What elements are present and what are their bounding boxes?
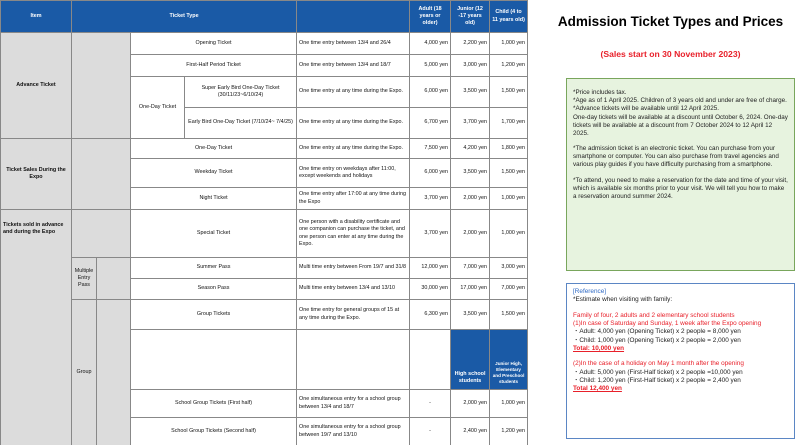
case2-total: Total 12,400 yen <box>573 385 622 393</box>
ticket-name: Group Tickets <box>131 300 297 330</box>
adult-price: - <box>410 390 451 418</box>
child-price: 7,000 yen <box>490 279 528 300</box>
page-title: Admission Ticket Types and Prices <box>557 14 784 29</box>
junior-price: 3,700 yen <box>451 108 490 139</box>
junior-price: 2,400 yen <box>451 418 490 445</box>
page-subtitle: (Sales start on 30 November 2023) <box>600 49 741 59</box>
adult-price: 4,000 yen <box>410 33 451 55</box>
blank-cell <box>410 330 451 390</box>
section-advance-ticket: Advance Ticket <box>1 33 72 139</box>
note-line: *Price includes tax. <box>573 89 627 96</box>
junior-price: 3,500 yen <box>451 77 490 108</box>
child-price: 1,000 yen <box>490 210 528 258</box>
section-filler <box>72 139 131 210</box>
section-filler-left <box>1 258 72 445</box>
adult-price: 6,700 yen <box>410 108 451 139</box>
ticket-name: School Group Tickets (Second half) <box>131 418 297 445</box>
family-estimate-box <box>566 283 795 439</box>
table-header-row <box>1 1 528 33</box>
adult-price: 6,000 yen <box>410 77 451 108</box>
child-price: 1,800 yen <box>490 139 528 159</box>
adult-price: 5,000 yen <box>410 55 451 77</box>
ticket-name: Summer Pass <box>131 258 297 279</box>
section-group: Group <box>72 300 97 445</box>
adult-price: 12,000 yen <box>410 258 451 279</box>
ticket-description: One time entry after 17:00 at any time during the Expo <box>297 188 410 210</box>
note-line: *Age as of 1 April 2025. Children of 3 years old and under are free of charge. <box>573 97 787 105</box>
ticket-description: One person with a disability certificate and one companion can purchase the ticket, and one person can enter at any time during the Expo. <box>297 210 410 258</box>
ticket-description: One simultaneous entry for a school group between 13/4 and 18/7 <box>297 390 410 418</box>
section-filler <box>97 258 131 300</box>
table-row <box>1 33 528 55</box>
note-line: One-day tickets will be available at a discount until October 6, 2024. One-day tickets will be available at a discount from 7 October 2024 to 12 April 12 2025. <box>573 113 788 137</box>
ticket-description: One time entry at any time during the Expo. <box>297 77 410 108</box>
note-line: *The admission ticket is an electronic ticket. You can purchase from your smartphone or computer. You can also purchase from travel agencies and various play guides if you have difficulty purchasing from a smartphone. <box>573 145 779 169</box>
ticket-name: Early Bird One-Day Ticket (7/10/24~ 7/4/25) <box>185 108 297 139</box>
ticket-description: One time entry at any time during the Expo. <box>297 108 410 139</box>
adult-price: 7,500 yen <box>410 139 451 159</box>
table-row <box>1 258 528 279</box>
table-row <box>1 139 528 159</box>
junior-price: 17,000 yen <box>451 279 490 300</box>
child-price: 1,200 yen <box>490 418 528 445</box>
case1-total: Total: 10,000 yen <box>573 344 625 352</box>
child-price: 3,000 yen <box>490 258 528 279</box>
child-price: 1,500 yen <box>490 77 528 108</box>
ticket-description: One time entry on weekdays after 11:00, except weekends and holidays <box>297 159 410 188</box>
ticket-description: Multi time entry between 13/4 and 13/10 <box>297 279 410 300</box>
junior-price: 3,500 yen <box>451 159 490 188</box>
header-item: Item <box>1 1 72 33</box>
adult-price: 6,300 yen <box>410 300 451 330</box>
section-filler <box>97 300 131 445</box>
header-junior: Junior (12 -17 years old) <box>451 1 490 33</box>
child-price: 1,000 yen <box>490 33 528 55</box>
case1-title: (1)In case of Saturday and Sunday, 1 week after the Expo opening <box>573 319 762 327</box>
ticket-name: First-Half Period Ticket <box>131 55 297 77</box>
ticket-description: One time entry for general groups of 15 at any time during the Expo. <box>297 300 410 330</box>
header-ticket-type: Ticket Type <box>72 1 297 33</box>
section-during-expo: Ticket Sales During the Expo <box>1 139 72 210</box>
ticket-description: One simultaneous entry for a school group between 19/7 and 13/10 <box>297 418 410 445</box>
ticket-name: Super Early Bird One-Day Ticket (30/11/23~6/10/24) <box>185 77 297 108</box>
ticket-description: One time entry between 13/4 and 18/7 <box>297 55 410 77</box>
child-price: 1,000 yen <box>490 390 528 418</box>
blank-cell <box>297 330 410 390</box>
junior-price: 3,000 yen <box>451 55 490 77</box>
section-filler <box>72 210 131 258</box>
section-sold-both: Tickets sold in advance and during the Expo <box>1 210 72 258</box>
child-price: 1,500 yen <box>490 159 528 188</box>
ticket-name: Season Pass <box>131 279 297 300</box>
junior-price: 2,000 yen <box>451 390 490 418</box>
header-description <box>297 1 410 33</box>
high-school-header: High school students <box>451 330 490 390</box>
table-row <box>1 210 528 258</box>
ticket-name: Weekday Ticket <box>131 159 297 188</box>
estimate-label: *Estimate when visiting with family: <box>573 296 673 304</box>
ticket-name: One-Day Ticket <box>131 139 297 159</box>
child-price: 1,200 yen <box>490 55 528 77</box>
case2-adult: ・Adult: 5,000 yen (First-Half ticket) x 2 people =10,000 yen <box>573 368 743 376</box>
case2-child: ・Child: 1,200 yen (First-Half ticket) x 2 people = 2,400 yen <box>573 376 741 384</box>
child-price: 1,500 yen <box>490 300 528 330</box>
ticket-name: School Group Tickets (First half) <box>131 390 297 418</box>
ticket-name: Special Ticket <box>131 210 297 258</box>
blank-cell <box>131 330 297 390</box>
table-row <box>1 300 528 330</box>
junior-price: 4,200 yen <box>451 139 490 159</box>
junior-price: 7,000 yen <box>451 258 490 279</box>
note-line: *Advance tickets will be available until 12 April 2025. <box>573 105 719 113</box>
adult-price: 3,700 yen <box>410 210 451 258</box>
junior-price: 2,000 yen <box>451 188 490 210</box>
junior-price: 3,500 yen <box>451 300 490 330</box>
adult-price: - <box>410 418 451 445</box>
junior-high-header: Junior High, Elementary and Preschool students <box>490 330 528 390</box>
child-price: 1,700 yen <box>490 108 528 139</box>
header-adult: Adult (18 years or older) <box>410 1 451 33</box>
note-line: *To attend, you need to make a reservation for the date and time of your visit, which is available six months prior to your visit. We will tell you how to make a reservation around summer 2024. <box>573 176 788 200</box>
case1-child: ・Child: 1,000 yen (Opening Ticket) x 2 people = 2,000 yen <box>573 336 741 344</box>
child-price: 1,000 yen <box>490 188 528 210</box>
junior-price: 2,200 yen <box>451 33 490 55</box>
adult-price: 30,000 yen <box>410 279 451 300</box>
ticket-description: One time entry at any time during the Expo. <box>297 139 410 159</box>
ticket-name: Opening Ticket <box>131 33 297 55</box>
reference-label: [Reference] <box>573 288 607 295</box>
adult-price: 3,700 yen <box>410 188 451 210</box>
adult-price: 6,000 yen <box>410 159 451 188</box>
one-day-ticket-label: One-Day Ticket <box>131 77 185 139</box>
family-of-four: Family of four, 2 adults and 2 elementary school students <box>573 311 735 319</box>
ticket-description: One time entry between 13/4 and 26/4 <box>297 33 410 55</box>
case2-title: (2)In the case of a holiday on May 1 month after the opening <box>573 360 744 368</box>
junior-price: 2,000 yen <box>451 210 490 258</box>
case1-adult: ・Adult: 4,000 yen (Opening Ticket) x 2 people = 8,000 yen <box>573 328 741 336</box>
header-child: Child (4 to 11 years old) <box>490 1 528 33</box>
section-filler <box>72 33 131 139</box>
notes-box <box>566 78 795 271</box>
ticket-description: Multi time entry between From 19/7 and 31/8 <box>297 258 410 279</box>
section-multiple-entry-pass: Multiple Entry Pass <box>72 258 97 300</box>
ticket-name: Night Ticket <box>131 188 297 210</box>
